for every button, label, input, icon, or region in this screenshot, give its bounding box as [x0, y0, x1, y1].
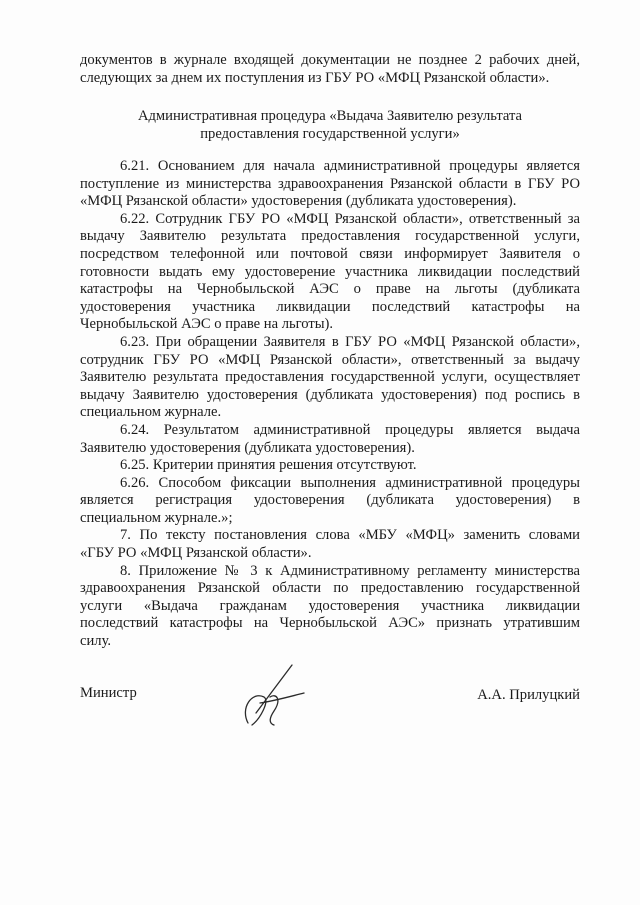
text-line: готовности выдать ему удостоверение участника ликвидации последствий	[80, 263, 580, 280]
text-line: 6.25. Критерии принятия решения отсутствуют.	[120, 457, 417, 474]
text-line: 7. По тексту постановления слова «МБУ «МФЦ» заменить словами	[120, 527, 580, 544]
text-line: 6.23. При обращении Заявителя в ГБУ РО «МФЦ Рязанской области»,	[120, 333, 580, 350]
paragraph-6-22	[80, 211, 580, 334]
paragraph-6-24	[80, 422, 580, 457]
text-line: 6.24. Результатом административной процедуры является выдача	[120, 421, 580, 438]
paragraph-8	[80, 563, 580, 651]
text-line: последствий катастрофы на Чернобыльской АЭС» признать утратившим	[80, 615, 580, 632]
signature-block	[80, 685, 580, 745]
text-line: «ГБУ РО «МФЦ Рязанской области».	[80, 545, 312, 562]
paragraph-6-25	[80, 457, 580, 475]
text-line: здравоохранения Рязанской области по предоставлению государственной	[80, 580, 580, 597]
signatory-name: А.А. Прилуцкий	[477, 687, 580, 703]
text-line: 6.26. Способом фиксации выполнения административной процедуры	[120, 474, 580, 491]
text-line: 8. Приложение № 3 к Административному регламенту министерства	[120, 562, 580, 579]
text-line: «МФЦ Рязанской области» удостоверения (дубликата удостоверения).	[80, 193, 517, 210]
text-line: Заявителю результата предоставления государственной услуги, осуществляет	[80, 369, 580, 386]
text-line: выдачу Заявителю результата предоставления государственной услуги,	[80, 228, 580, 245]
paragraph-6-26	[80, 475, 580, 528]
paragraph-7	[80, 527, 580, 562]
signatory-title: Министр	[80, 685, 137, 701]
handwritten-signature	[230, 653, 310, 733]
text-line: документов в журнале входящей документации не позднее 2 рабочих дней,	[80, 52, 580, 68]
text-line: 6.22. Сотрудник ГБУ РО «МФЦ Рязанской области», ответственный за	[120, 210, 580, 227]
heading-line: Административная процедура «Выдача Заявителю результата	[137, 108, 523, 124]
text-line: Чернобыльской АЭС о праве на льготы).	[80, 316, 334, 333]
text-line: посредством телефонной или почтовой связи информирует Заявителя о	[80, 245, 580, 262]
paragraph-6-23	[80, 334, 580, 422]
text-line: удостоверения участника ликвидации последствий катастрофы на	[80, 298, 580, 315]
text-line: специальном журнале.	[80, 404, 222, 421]
text-line: сотрудник ГБУ РО «МФЦ Рязанской области», ответственный за выдачу	[80, 351, 580, 368]
body-text	[80, 158, 580, 651]
continuation-paragraph	[80, 52, 580, 87]
text-line: услуги «Выдача гражданам удостоверения участника ликвидации	[80, 597, 580, 614]
section-heading	[80, 108, 580, 143]
text-line: поступление из министерства здравоохранения Рязанской области в ГБУ РО	[80, 175, 580, 192]
text-line: катастрофы на Чернобыльской АЭС о праве на льготы (дубликата	[80, 281, 580, 298]
text-line: следующих за днем их поступления из ГБУ РО «МФЦ Рязанской области».	[80, 69, 550, 86]
text-line: 6.21. Основанием для начала административной процедуры является	[120, 158, 580, 174]
text-line: Заявителю удостоверения (дубликата удостоверения).	[80, 439, 415, 456]
heading-line: предоставления государственной услуги»	[200, 125, 460, 142]
paragraph-6-21	[80, 158, 580, 211]
text-line: специальном журнале.»;	[80, 509, 233, 526]
text-line: выдачу Заявителю удостоверения (дубликата удостоверения) под роспись в	[80, 386, 580, 403]
text-line: силу.	[80, 633, 112, 650]
text-line: является регистрация удостоверения (дубликата удостоверения) в	[80, 492, 580, 509]
